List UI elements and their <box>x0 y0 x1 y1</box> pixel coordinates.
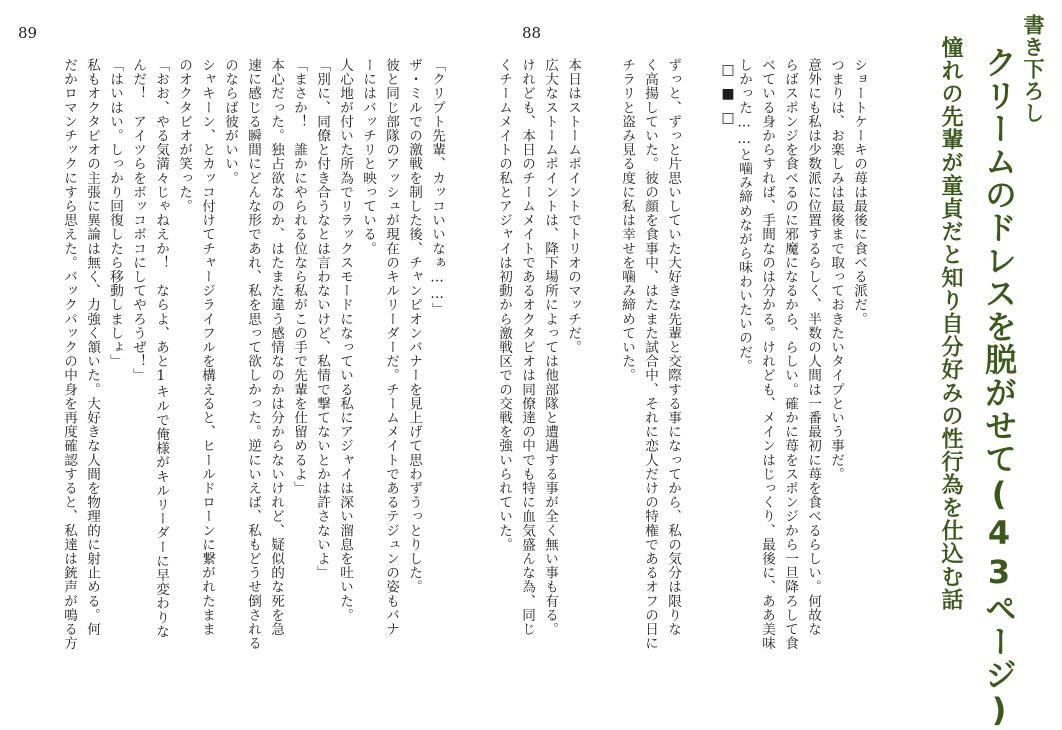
section-break-marks: □■□ <box>720 62 736 134</box>
text-line: 人心地が付いた所為でリラックスモードになっている私にアジャイは深い溜息を吐いた。 <box>337 58 353 622</box>
text-line: チラリと盗み見る度に私は幸せを噛み締めていた。 <box>619 58 635 383</box>
text-line: 「クリプト先輩、カッコいいなぁ……」 <box>429 58 445 317</box>
right-page-paragraph-1 <box>732 58 870 651</box>
text-line: 「別に、同僚と付き合うなとは言わないけど、私情で撃てないとかは許さないよ」 <box>314 58 330 580</box>
text-line: ザ・ミルでの激戦を制した後、チャンピオンバナーを見上げて思わずうっとりした。 <box>406 58 422 594</box>
text-line: 本日はストームポイントでトリオのマッチだ。 <box>565 58 581 355</box>
left-page-body <box>57 58 448 651</box>
text-line: 彼と同じ部隊のアッシュが現在のキルリーダーだ。チームメイトであるテジュンの姿もバナ <box>383 58 399 637</box>
text-line: ずっと、ずっと片思いしていた大好きな先輩と交際する事になってから、私の気分は限りな <box>665 58 681 637</box>
text-line: らばスポンジを食べるのに邪魔になるから、らしい。確かに苺をスポンジから一旦降ろして食 <box>782 58 798 651</box>
text-line: シャキーン、とカッコ付けてチャージライフルを構えると、ヒールドローンに繋がれたまま <box>199 58 215 637</box>
text-line: 広大なストームポイントは、降下場所によっては他部隊と遭遇する事が全く無い事も有る。 <box>542 58 558 637</box>
text-line: ーにはバッチリと映っている。 <box>360 58 376 256</box>
text-line: ショートケーキの苺は最後に食べる派だ。 <box>851 58 867 326</box>
text-line: 意外にも私は少数派に位置するらしく、半数の人間は一番最初に苺を食べるらしい。何故な <box>805 58 821 637</box>
text-line: 「はいはい。しっかり回復したら移動しましょ」 <box>107 58 123 369</box>
page-number-left: 89 <box>18 24 38 42</box>
text-line: だかロマンチックにすら思えた。バックパックの中身を再度確認すると、私達は銃声が鳴る方 <box>61 58 77 651</box>
text-line: けれども、本日のチームメイトであるオクタビオは同僚達の中でも特に血気盛んな為、同じ <box>519 58 535 637</box>
text-line: のオクタビオが笑った。 <box>176 58 192 214</box>
text-line: 速に感じる瞬間にどんな形であれ、私を思って欲しかった。逆にいえば、私もどうせ倒される <box>245 58 261 651</box>
text-line: べている身からすれば、手間なのは分かる。けれども、メインはじっくり、最後に、ああ美味 <box>759 58 775 651</box>
text-line: くチームメイトの私とアジャイは初動から激戦区での交戦を強いられていた。 <box>496 58 512 552</box>
text-line: しかった……と噛み締めながら味わいたいのだ。 <box>736 58 752 373</box>
story-subtitle: 憧れの先輩が童貞だと知り自分好みの性行為を仕込む話 <box>938 36 963 611</box>
text-line: 本心だった。独占欲なのか、はたまた違う感情なのかは分からないけれど、疑似的な死を急 <box>268 58 284 637</box>
text-line: く高揚していた。彼の顔を食事中、はたまた試合中、それに恋人だけの特権であるオフの日に <box>642 58 658 651</box>
right-page-paragraph-2 <box>615 58 684 651</box>
text-line: 私もオクタビオの主張に異論は無く、力強く頷いた。大好きな人間を物理的に射止める。何 <box>84 58 100 637</box>
text-line: 「まさか！ 誰かにやられる位なら私がこの手で先輩を仕留めるよ」 <box>291 58 307 496</box>
text-line: んだ！ アイツらをボッコボコにしてやろうぜ！」 <box>130 58 146 383</box>
right-page-paragraph-3 <box>492 58 584 637</box>
text-line: つまりは、お楽しみは最後まで取っておきたいタイプという事だ。 <box>828 58 844 481</box>
story-title: クリームのドレスを脱がせて(43ページ) <box>980 46 1018 730</box>
text-line: 「おお、やる気満々じゃねえか！ ならよ、あと1キルで俺様がキルリーダーに早変わりな <box>153 58 169 639</box>
text-line: のならば彼がいい。 <box>222 58 238 185</box>
story-label: 書き下ろし <box>1021 14 1045 124</box>
page-number-right: 88 <box>522 24 542 42</box>
